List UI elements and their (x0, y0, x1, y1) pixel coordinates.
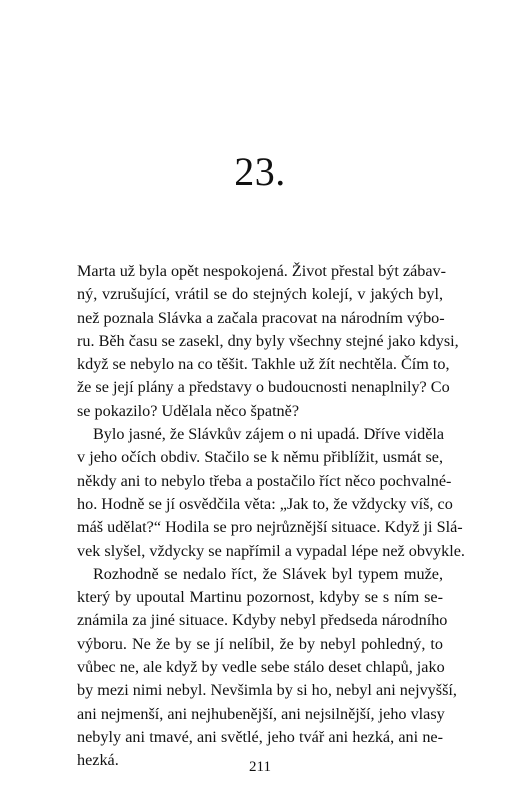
paragraph (77, 423, 465, 563)
text-line: vek slyšel, vždycky se napřímil a vypadal lépe než obvykle. (77, 541, 465, 560)
chapter-heading: 23. (234, 149, 286, 194)
page-number: 211 (249, 759, 271, 775)
text-line: v jeho očích obdiv. Stačilo se k němu přiblížit, usmát se, (77, 448, 443, 467)
text-line: ný, vzrušující, vrátil se do stejných kolejí, v jakých byl, (77, 285, 443, 304)
text-line: známila za jiné situace. Kdyby nebyl předseda národního (77, 611, 448, 630)
text-line: nebyly ani tmavé, ani světlé, jeho tvář ani hezká, ani ne- (77, 727, 443, 746)
text-line: když se nebylo na co těšit. Takhle už žít nechtěla. Čím to, (77, 355, 450, 374)
text-line: ho. Hodně se jí osvědčila věta: „Jak to, že vždycky víš, co (77, 494, 453, 513)
text-line: Marta už byla opět nespokojená. Život přestal být zábav- (77, 262, 447, 280)
text-line: vůbec ne, ale když by vedle sebe stálo deset chlapů, jako (77, 658, 445, 677)
body-text (77, 260, 465, 773)
text-line: ru. Běh času se zasekl, dny byly všechny stejné jako kdysi, (77, 331, 459, 350)
text-line: ani nejmenší, ani nejhubenější, ani nejsilnější, jeho vlasy (77, 704, 445, 723)
text-line: než poznala Slávka a začala pracovat na národním výbo- (77, 308, 445, 327)
text-line: máš udělat?“ Hodila se pro nejrůznější situace. Když ji Slá- (77, 518, 463, 537)
text-line: Rozhodně se nedalo říct, že Slávek byl typem muže, (93, 564, 443, 583)
text-line: že se její plány a představy o budoucnosti nenaplnily? Co (77, 378, 450, 397)
text-line: Bylo jasné, že Slávkův zájem o ni upadá. Dříve viděla (93, 425, 445, 444)
text-line: se pokazilo? Udělala něco špatně? (77, 401, 300, 420)
paragraph (77, 563, 457, 773)
text-line: hezká. (77, 751, 119, 770)
text-line: někdy ani to nebylo třeba a postačilo říct něco pochvalné- (77, 471, 452, 490)
paragraph (77, 260, 459, 423)
text-line: který by upoutal Martinu pozornost, kdyby se s ním se- (77, 588, 443, 607)
text-line: výboru. Ne že by se jí nelíbil, že by nebyl pohledný, to (77, 634, 443, 653)
text-line: by mezi nimi nebyl. Nevšimla by si ho, nebyl ani nejvyšší, (77, 681, 457, 700)
